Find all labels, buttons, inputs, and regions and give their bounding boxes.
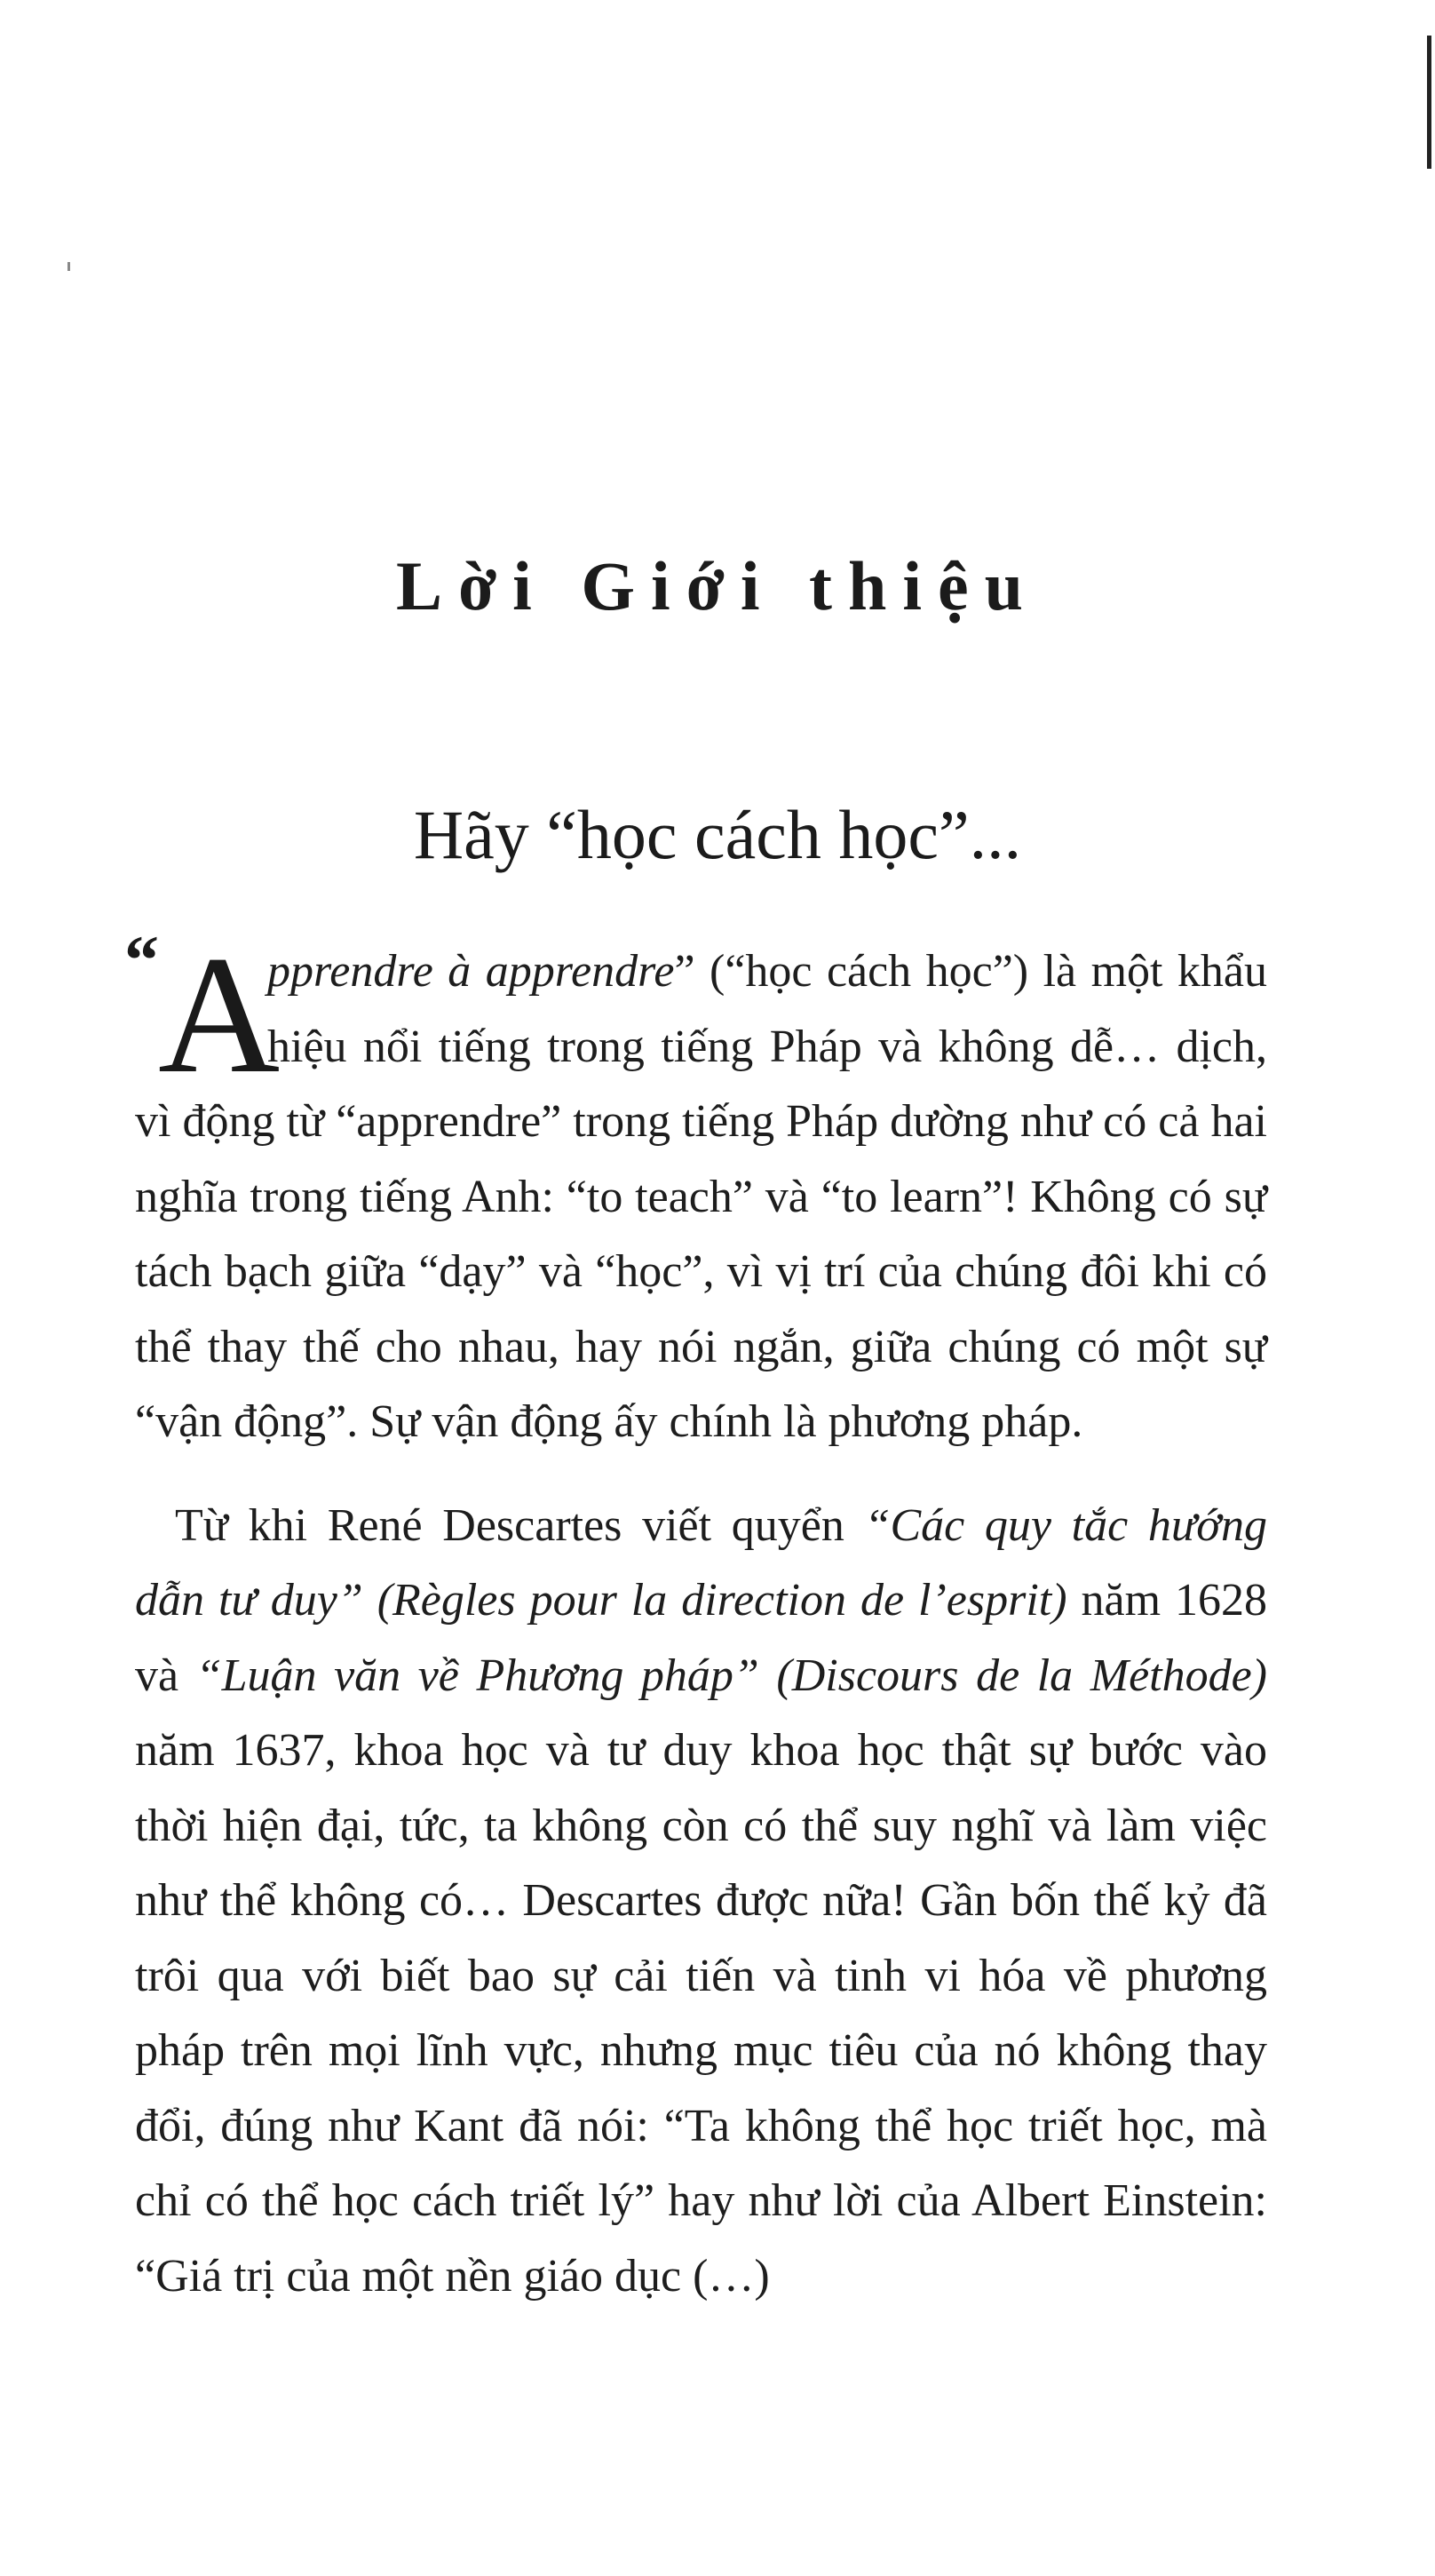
paragraph-2-text-1: Từ khi René Descartes viết quyển	[175, 1499, 865, 1551]
drop-cap	[124, 921, 281, 1109]
paragraph-1-text: ” (“học cách học”) là một khẩu hiệu nổi tiếng trong tiếng Pháp và không dễ… dịch, vì động từ “apprendre” trong tiếng Pháp dường như có cả hai nghĩa trong tiếng Anh: “to teach” và “to learn”! Không có sự tách bạch giữa “dạy” và “học”, vì vị trí của chúng đôi khi có thể thay thế cho nhau, hay nói ngắn, giữa chúng có một sự “vận động”. Sự vận động ấy chính là phương pháp.	[135, 946, 1267, 1447]
paragraph-2-text-3: năm 1637, khoa học và tư duy khoa học thật sự bước vào thời hiện đại, tức, ta không còn có thể suy nghĩ và làm việc như thể không có… Descartes được nữa! Gần bốn thế kỷ đã trôi qua với biết bao sự cải tiến và tinh vi hóa về phương pháp trên mọi lĩnh vực, nhưng mục tiêu của nó không thay đổi, đúng như Kant đã nói: “Ta không thể học triết học, mà chỉ có thể học cách triết lý” hay như lời của Albert Einstein: “Giá trị của một nền giáo dục (…)	[135, 1725, 1267, 2302]
drop-cap-quote: “	[124, 921, 159, 998]
paragraph-1-lead-italic: pprendre à apprendre	[267, 946, 675, 997]
drop-cap-letter: A	[158, 922, 281, 1109]
paragraph-2-italic-1: “Các quy tắc hướng dẫn tư duy” (Règles pour la direction de l’esprit)	[135, 1499, 1267, 1626]
section-title: Hãy “học cách học”...	[413, 796, 1022, 873]
paragraph-2-italic-2: “Luận văn về Phương pháp” (Discours de la Méthode)	[195, 1650, 1267, 1701]
page-edge-mark	[1427, 36, 1431, 169]
print-speck	[67, 262, 70, 271]
paragraph-2	[135, 1489, 1267, 2315]
body-text	[124, 921, 1267, 2314]
chapter-title: Lời Giới thiệu	[395, 547, 1040, 624]
paragraph-2-text-2: năm 1628 và	[135, 1575, 1267, 1701]
paragraph-1	[124, 921, 1267, 1460]
